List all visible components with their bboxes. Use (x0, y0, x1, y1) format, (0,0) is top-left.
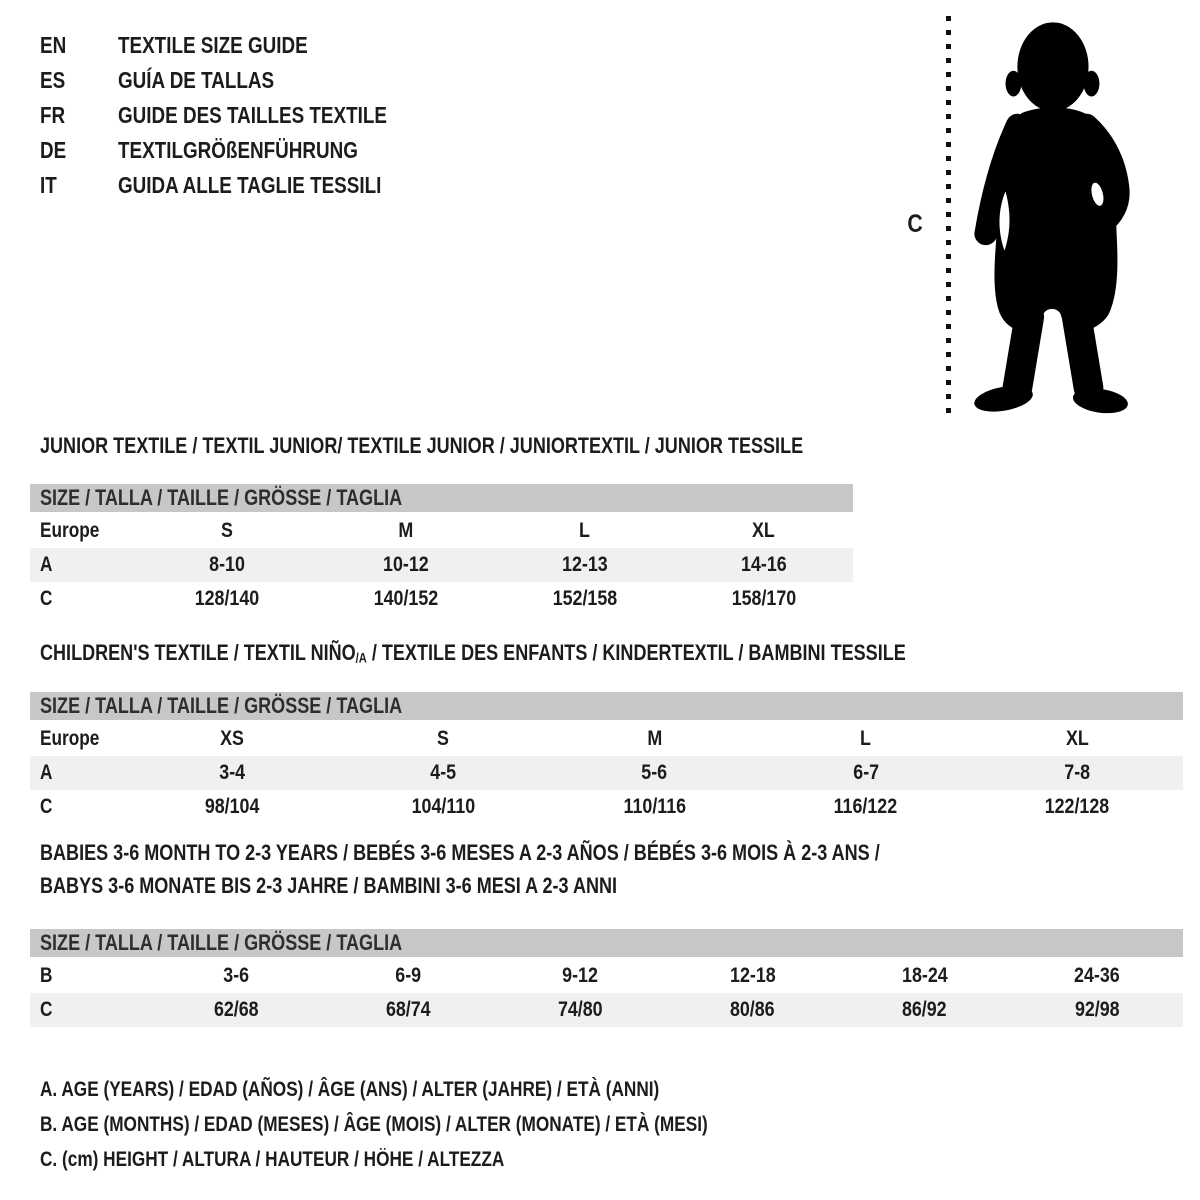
title-subscript: /A (355, 650, 367, 666)
size-cell: 6-7 (760, 756, 971, 790)
size-cell: 3-4 (126, 756, 337, 790)
junior-size-table (30, 484, 853, 616)
language-label: GUIDE DES TAILLES TEXTILE (118, 102, 387, 128)
language-list (40, 28, 446, 203)
size-cell: 14-16 (674, 548, 853, 582)
size-cell: 152/158 (552, 587, 618, 610)
size-cell: 10-12 (317, 548, 496, 582)
size-cell: 74/80 (494, 993, 666, 1027)
language-row (40, 133, 446, 168)
size-cell: 92/98 (1011, 993, 1183, 1027)
size-cell: S (437, 727, 450, 750)
babies-section-title-line1: BABIES 3-6 MONTH TO 2-3 YEARS / BEBÉS 3-6 MESES A 2-3 AÑOS / BÉBÉS 3-6 MOIS À 2-3 ANS / (40, 840, 880, 865)
table-row (30, 993, 1183, 1027)
language-code: DE (40, 137, 67, 163)
language-label: TEXTILGRÖßENFÜHRUNG (118, 137, 358, 163)
size-cell: 8-10 (138, 548, 317, 582)
legend-line: A. AGE (YEARS) / EDAD (AÑOS) / ÂGE (ANS) / ALTER (JAHRE) / ETÀ (ANNI) (40, 1077, 660, 1101)
size-cell: L (579, 519, 591, 542)
table-row (30, 722, 1183, 756)
size-cell: 158/170 (731, 587, 796, 610)
table-row (30, 548, 853, 582)
row-label: C (40, 587, 53, 610)
size-cell: L (860, 727, 872, 750)
size-cell: 122/128 (1045, 795, 1110, 818)
size-cell: 12-13 (496, 548, 675, 582)
language-label: GUÍA DE TALLAS (118, 67, 275, 93)
table-row (30, 959, 1183, 993)
size-cell: 18-24 (901, 964, 948, 987)
toddler-silhouette (966, 16, 1134, 420)
size-cell: 116/122 (834, 795, 898, 818)
legend-line: B. AGE (MONTHS) / EDAD (MESES) / ÂGE (MOIS) / ALTER (MONATE) / ETÀ (MESI) (40, 1112, 708, 1136)
size-cell: 104/110 (411, 795, 475, 818)
language-row (40, 98, 446, 133)
language-label: TEXTILE SIZE GUIDE (118, 32, 308, 58)
size-cell: 12-18 (729, 964, 776, 987)
size-cell: 62/68 (150, 993, 322, 1027)
children-size-table (30, 692, 1183, 824)
table-row (30, 756, 1183, 790)
size-cell: M (398, 519, 414, 542)
language-row (40, 63, 446, 98)
babies-section-title-line2: BABYS 3-6 MONATE BIS 2-3 JAHRE / BAMBINI 3-6 MESI A 2-3 ANNI (40, 873, 618, 898)
size-cell: 6-9 (395, 964, 422, 987)
row-label: Europe (40, 727, 100, 750)
height-measure-label: C (907, 210, 923, 238)
size-cell: M (647, 727, 662, 750)
table-header: SIZE / TALLA / TAILLE / GRÖSSE / TAGLIA (30, 484, 853, 514)
table-header: SIZE / TALLA / TAILLE / GRÖSSE / TAGLIA (30, 929, 1183, 959)
row-label: Europe (40, 519, 100, 542)
size-cell: 7-8 (972, 756, 1183, 790)
legend-line: C. (cm) HEIGHT / ALTURA / HAUTEUR / HÖHE / ALTEZZA (40, 1147, 505, 1171)
language-code: EN (40, 32, 67, 58)
children-section-title: CHILDREN'S TEXTILE / TEXTIL NIÑO/A / TEXTILE DES ENFANTS / KINDERTEXTIL / BAMBINI TESSILE (40, 640, 906, 666)
table-row (30, 790, 1183, 824)
language-row (40, 168, 446, 203)
language-label: GUIDA ALLE TAGLIE TESSILI (118, 172, 382, 198)
table-row (30, 582, 853, 616)
size-cell: XS (219, 727, 244, 750)
size-cell: 68/74 (322, 993, 494, 1027)
language-code: ES (40, 67, 66, 93)
size-cell: 110/116 (623, 795, 686, 818)
size-cell: 128/140 (195, 587, 260, 610)
row-label: C (30, 993, 150, 1027)
junior-section-title: JUNIOR TEXTILE / TEXTIL JUNIOR/ TEXTILE JUNIOR / JUNIORTEXTIL / JUNIOR TESSILE (40, 433, 804, 458)
row-label: B (40, 964, 53, 987)
language-code: IT (40, 172, 57, 198)
size-cell: XL (752, 519, 776, 542)
row-label: A (30, 756, 126, 790)
size-cell: 140/152 (373, 587, 439, 610)
size-cell: 98/104 (204, 795, 259, 818)
language-row (40, 28, 446, 63)
size-cell: S (221, 519, 234, 542)
size-cell: XL (1065, 727, 1089, 750)
row-label: A (30, 548, 138, 582)
babies-size-table (30, 929, 1183, 1027)
row-label: C (40, 795, 53, 818)
size-cell: 9-12 (562, 964, 599, 987)
size-cell: 5-6 (549, 756, 760, 790)
table-header: SIZE / TALLA / TAILLE / GRÖSSE / TAGLIA (30, 692, 1183, 722)
size-cell: 80/86 (666, 993, 838, 1027)
size-cell: 4-5 (337, 756, 548, 790)
size-cell: 86/92 (839, 993, 1011, 1027)
size-cell: 24-36 (1074, 964, 1120, 987)
size-cell: 3-6 (223, 964, 249, 987)
height-dashed-line (946, 16, 951, 418)
table-row (30, 514, 853, 548)
language-code: FR (40, 102, 66, 128)
legend (40, 1072, 854, 1177)
